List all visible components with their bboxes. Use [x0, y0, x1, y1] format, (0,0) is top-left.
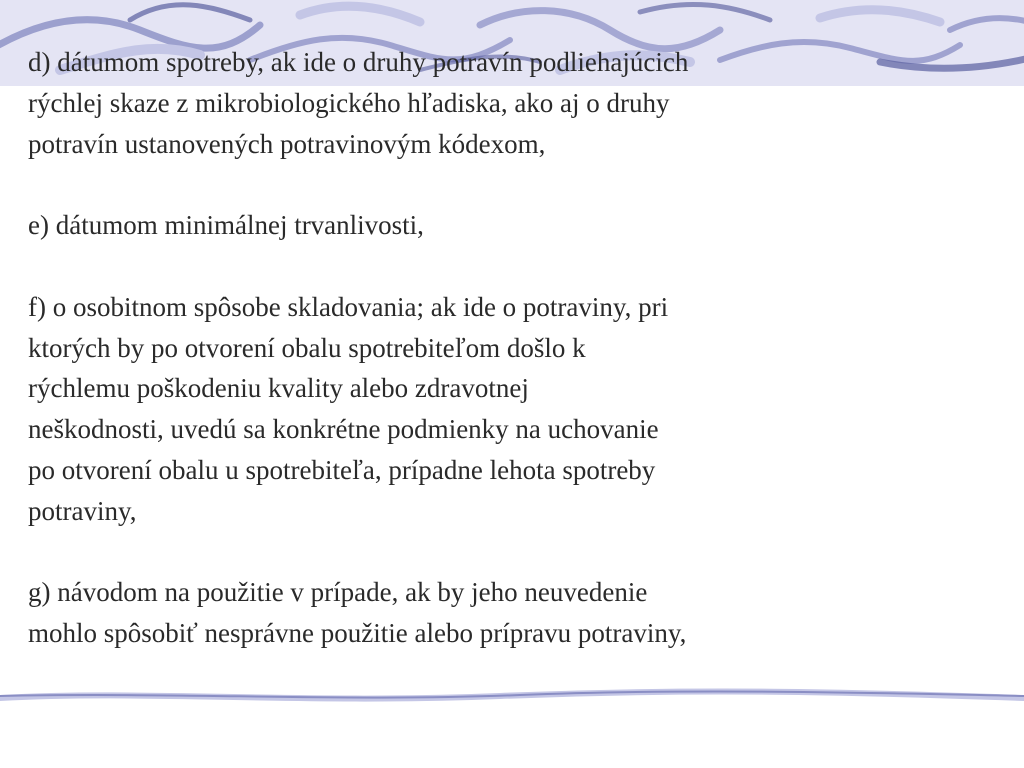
text-line: ktorých by po otvorení obalu spotrebiteľom došlo k	[28, 332, 586, 363]
paragraph-f	[28, 287, 928, 532]
decorative-wave	[0, 684, 1024, 714]
paragraph-e	[28, 205, 928, 246]
text-line: rýchlej skaze z mikrobiologického hľadiska, ako aj o druhy	[28, 87, 670, 118]
text-line: g) návodom na použitie v prípade, ak by jeho neuvedenie	[28, 577, 648, 608]
text-line: f) o osobitnom spôsobe skladovania; ak ide o potraviny, pri	[28, 291, 669, 322]
text-line: rýchlemu poškodeniu kvality alebo zdravotnej	[28, 373, 529, 404]
text-line: d) dátumom spotreby, ak ide o druhy potravín podliehajúcich	[28, 47, 689, 77]
paragraph-g	[28, 572, 928, 654]
text-line: neškodnosti, uvedú sa konkrétne podmienky na uchovanie	[28, 414, 659, 445]
slide-body	[28, 42, 928, 654]
text-line: po otvorení obalu u spotrebiteľa, prípadne lehota spotreby	[28, 454, 656, 485]
text-line: potravín ustanovených potravinovým kódexom,	[28, 128, 546, 159]
paragraph-d	[28, 42, 928, 164]
text-line: e) dátumom minimálnej trvanlivosti,	[28, 210, 424, 241]
text-line: mohlo spôsobiť nesprávne použitie alebo prípravu potraviny,	[28, 618, 687, 649]
text-line: potraviny,	[28, 495, 137, 526]
